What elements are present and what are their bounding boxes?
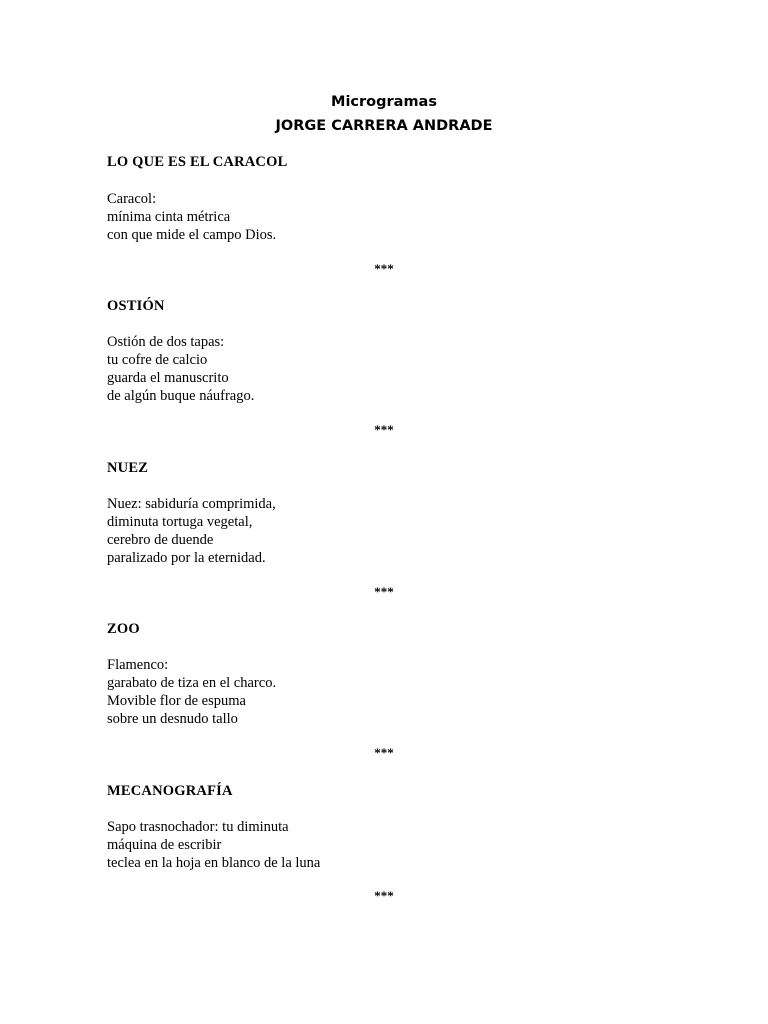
- poem-title: OSTIÓN: [107, 298, 165, 314]
- poem-line: con que mide el campo Dios.: [107, 227, 277, 243]
- poem-line: sobre un desnudo tallo: [107, 711, 238, 727]
- document-author: JORGE CARRERA ANDRADE: [275, 118, 493, 134]
- poem-line: garabato de tiza en el charco.: [107, 675, 277, 691]
- poem-line: paralizado por la eternidad.: [107, 550, 266, 566]
- section-separator: ***: [374, 261, 394, 276]
- section-separator: ***: [374, 422, 394, 437]
- poem-title: LO QUE ES EL CARACOL: [107, 154, 288, 170]
- poem-line: guarda el manuscrito: [107, 370, 229, 386]
- poem-line: Caracol:: [107, 191, 157, 207]
- poem-body: [107, 333, 254, 405]
- poem-title: MECANOGRAFÍA: [107, 783, 233, 799]
- section-separator: ***: [374, 745, 394, 760]
- section-separator: ***: [374, 888, 394, 903]
- poem-line: cerebro de duende: [107, 532, 214, 548]
- poem-title: ZOO: [107, 621, 140, 637]
- poem-title: NUEZ: [107, 460, 149, 476]
- section-separator: ***: [374, 584, 394, 599]
- poem-line: mínima cinta métrica: [107, 209, 231, 225]
- poem-line: Sapo trasnochador: tu diminuta: [107, 819, 289, 835]
- poem-body: [107, 818, 320, 872]
- poem-line: de algún buque náufrago.: [107, 388, 255, 404]
- poem-line: diminuta tortuga vegetal,: [107, 514, 253, 530]
- document-title: Microgramas: [331, 94, 437, 110]
- poem-line: máquina de escribir: [107, 837, 222, 853]
- poem-line: tu cofre de calcio: [107, 352, 208, 368]
- poem-body: [107, 656, 276, 728]
- poem-line: Nuez: sabiduría comprimida,: [107, 496, 276, 512]
- poem-line: Movible flor de espuma: [107, 693, 246, 709]
- poem-body: [107, 190, 276, 244]
- poem-body: [107, 495, 276, 567]
- poem-line: Ostión de dos tapas:: [107, 334, 225, 350]
- poem-line: teclea en la hoja en blanco de la luna: [107, 855, 321, 871]
- poem-line: Flamenco:: [107, 657, 169, 673]
